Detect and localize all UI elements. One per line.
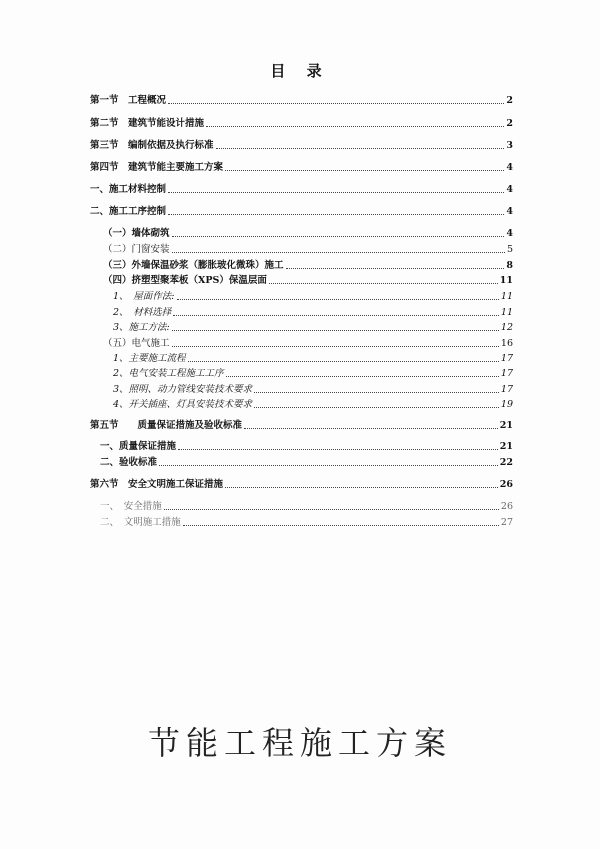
- toc-entry-label: 第一节 工程概况: [90, 95, 167, 106]
- toc-entry-page: 21: [499, 441, 513, 452]
- toc-entry-label: 一、质量保证措施: [100, 441, 177, 452]
- toc-entry[interactable]: [90, 116, 513, 130]
- toc-leader: [254, 392, 499, 393]
- toc-leader: [164, 509, 499, 510]
- toc-entry[interactable]: [100, 455, 513, 469]
- toc-leader: [168, 214, 504, 215]
- toc-entry[interactable]: [113, 289, 513, 303]
- toc-entry-label: 二、验收标准: [100, 457, 158, 468]
- toc-leader: [225, 170, 504, 171]
- toc-entry[interactable]: [103, 258, 513, 272]
- toc-leader: [178, 449, 498, 450]
- toc-entry-page: 4: [506, 162, 513, 173]
- toc-entry-label: 1、主要施工流程: [113, 353, 186, 364]
- toc-entry-label: 第四节 建筑节能主要施工方案: [90, 162, 224, 173]
- toc-entry[interactable]: [113, 320, 513, 334]
- toc-entry[interactable]: [113, 382, 513, 396]
- toc-entry-page: 26: [500, 501, 513, 512]
- toc-entry-label: （一）墙体砌筑: [103, 228, 170, 239]
- toc-leader: [188, 361, 499, 362]
- toc-leader: [173, 315, 499, 316]
- toc-entry-page: 4: [506, 206, 513, 217]
- toc-entry-label: 一、施工材料控制: [90, 184, 167, 195]
- toc-entry[interactable]: [103, 242, 513, 256]
- toc-entry-page: 11: [499, 275, 513, 286]
- toc-entry[interactable]: [113, 305, 513, 319]
- toc-entry-page: 26: [499, 479, 513, 490]
- toc-leader: [286, 268, 505, 269]
- toc-entry[interactable]: [103, 226, 513, 240]
- toc-entry-label: 二、 文明施工措施: [100, 517, 181, 528]
- toc-entry-page: 22: [499, 457, 513, 468]
- toc-entry-page: 19: [500, 399, 513, 410]
- toc-entry-page: 12: [500, 322, 513, 333]
- toc-leader: [177, 299, 499, 300]
- toc-entry-page: 11: [500, 307, 513, 318]
- toc-leader: [225, 487, 498, 488]
- toc-entry[interactable]: [100, 499, 513, 513]
- toc-entry[interactable]: [113, 366, 513, 380]
- toc-leader: [183, 525, 499, 526]
- toc-entry-page: 17: [500, 353, 513, 364]
- toc-leader: [172, 252, 505, 253]
- toc-entry[interactable]: [113, 351, 513, 365]
- toc-entry-page: 27: [500, 517, 513, 528]
- toc-entry[interactable]: [100, 515, 513, 529]
- toc-leader: [226, 376, 499, 377]
- toc-entry-label: 第五节 质量保证措施及验收标准: [90, 420, 243, 431]
- toc-entry[interactable]: [90, 93, 513, 107]
- toc-entry-label: 4、开关插座、灯具安装技术要求: [113, 399, 253, 410]
- toc-entry-label: 2、 材料选择: [113, 307, 172, 318]
- toc-title: 目 录: [270, 62, 330, 80]
- toc-leader: [254, 407, 499, 408]
- toc-entry-page: 17: [500, 384, 513, 395]
- toc-leader: [269, 283, 498, 284]
- toc-leader: [168, 192, 504, 193]
- toc-entry-page: 8: [506, 260, 513, 271]
- toc-entry[interactable]: [90, 418, 513, 432]
- toc-entry[interactable]: [103, 336, 513, 350]
- toc-leader: [172, 346, 499, 347]
- toc-leader: [206, 126, 504, 127]
- toc-leader: [216, 148, 505, 149]
- toc-entry-page: 16: [500, 338, 513, 349]
- toc-entry-label: （二）门窗安装: [103, 244, 170, 255]
- document-title: 节能工程施工方案: [147, 724, 452, 762]
- toc-entry[interactable]: [103, 273, 513, 287]
- toc-entry-label: 2、电气安装工程施工工序: [113, 368, 224, 379]
- toc-entry-page: 21: [499, 420, 513, 431]
- toc-leader: [172, 330, 499, 331]
- toc-entry-label: （三）外墙保温砂浆（膨胀玻化微珠）施工: [103, 260, 284, 271]
- toc-entry-label: 二、施工工序控制: [90, 206, 167, 217]
- toc-entry-label: 第二节 建筑节能设计措施: [90, 118, 205, 129]
- toc-entry-label: 1、 屋面作法:: [113, 291, 175, 302]
- toc-entry-page: 17: [500, 368, 513, 379]
- toc-entry-label: 第三节 编制依据及执行标准: [90, 140, 214, 151]
- toc-entry[interactable]: [90, 138, 513, 152]
- toc-leader: [159, 465, 498, 466]
- toc-entry-label: （五）电气施工: [103, 338, 170, 349]
- toc-entry-page: 11: [500, 291, 513, 302]
- toc-entry[interactable]: [90, 477, 513, 491]
- toc-entry-label: （四）挤塑型聚苯板（XPS）保温层面: [103, 275, 267, 286]
- toc-leader: [244, 428, 498, 429]
- toc-entry-page: 5: [506, 244, 513, 255]
- toc-entry-label: 3、照明、动力管线安装技术要求: [113, 384, 253, 395]
- toc-entry-page: 3: [506, 140, 513, 151]
- toc-entry[interactable]: [90, 160, 513, 174]
- toc-entry[interactable]: [113, 397, 513, 411]
- toc-entry-page: 4: [506, 228, 513, 239]
- toc-entry-page: 2: [506, 118, 513, 129]
- toc-entry[interactable]: [100, 439, 513, 453]
- toc-entry[interactable]: [90, 182, 513, 196]
- toc-entry-label: 3、施工方法:: [113, 322, 170, 333]
- toc-entry-page: 4: [506, 184, 513, 195]
- toc-entry-page: 2: [506, 95, 513, 106]
- toc-leader: [168, 103, 504, 104]
- toc-entry-label: 第六节 安全文明施工保证措施: [90, 479, 224, 490]
- toc-leader: [172, 236, 505, 237]
- toc-entry[interactable]: [90, 204, 513, 218]
- toc-entry-label: 一、 安全措施: [100, 501, 162, 512]
